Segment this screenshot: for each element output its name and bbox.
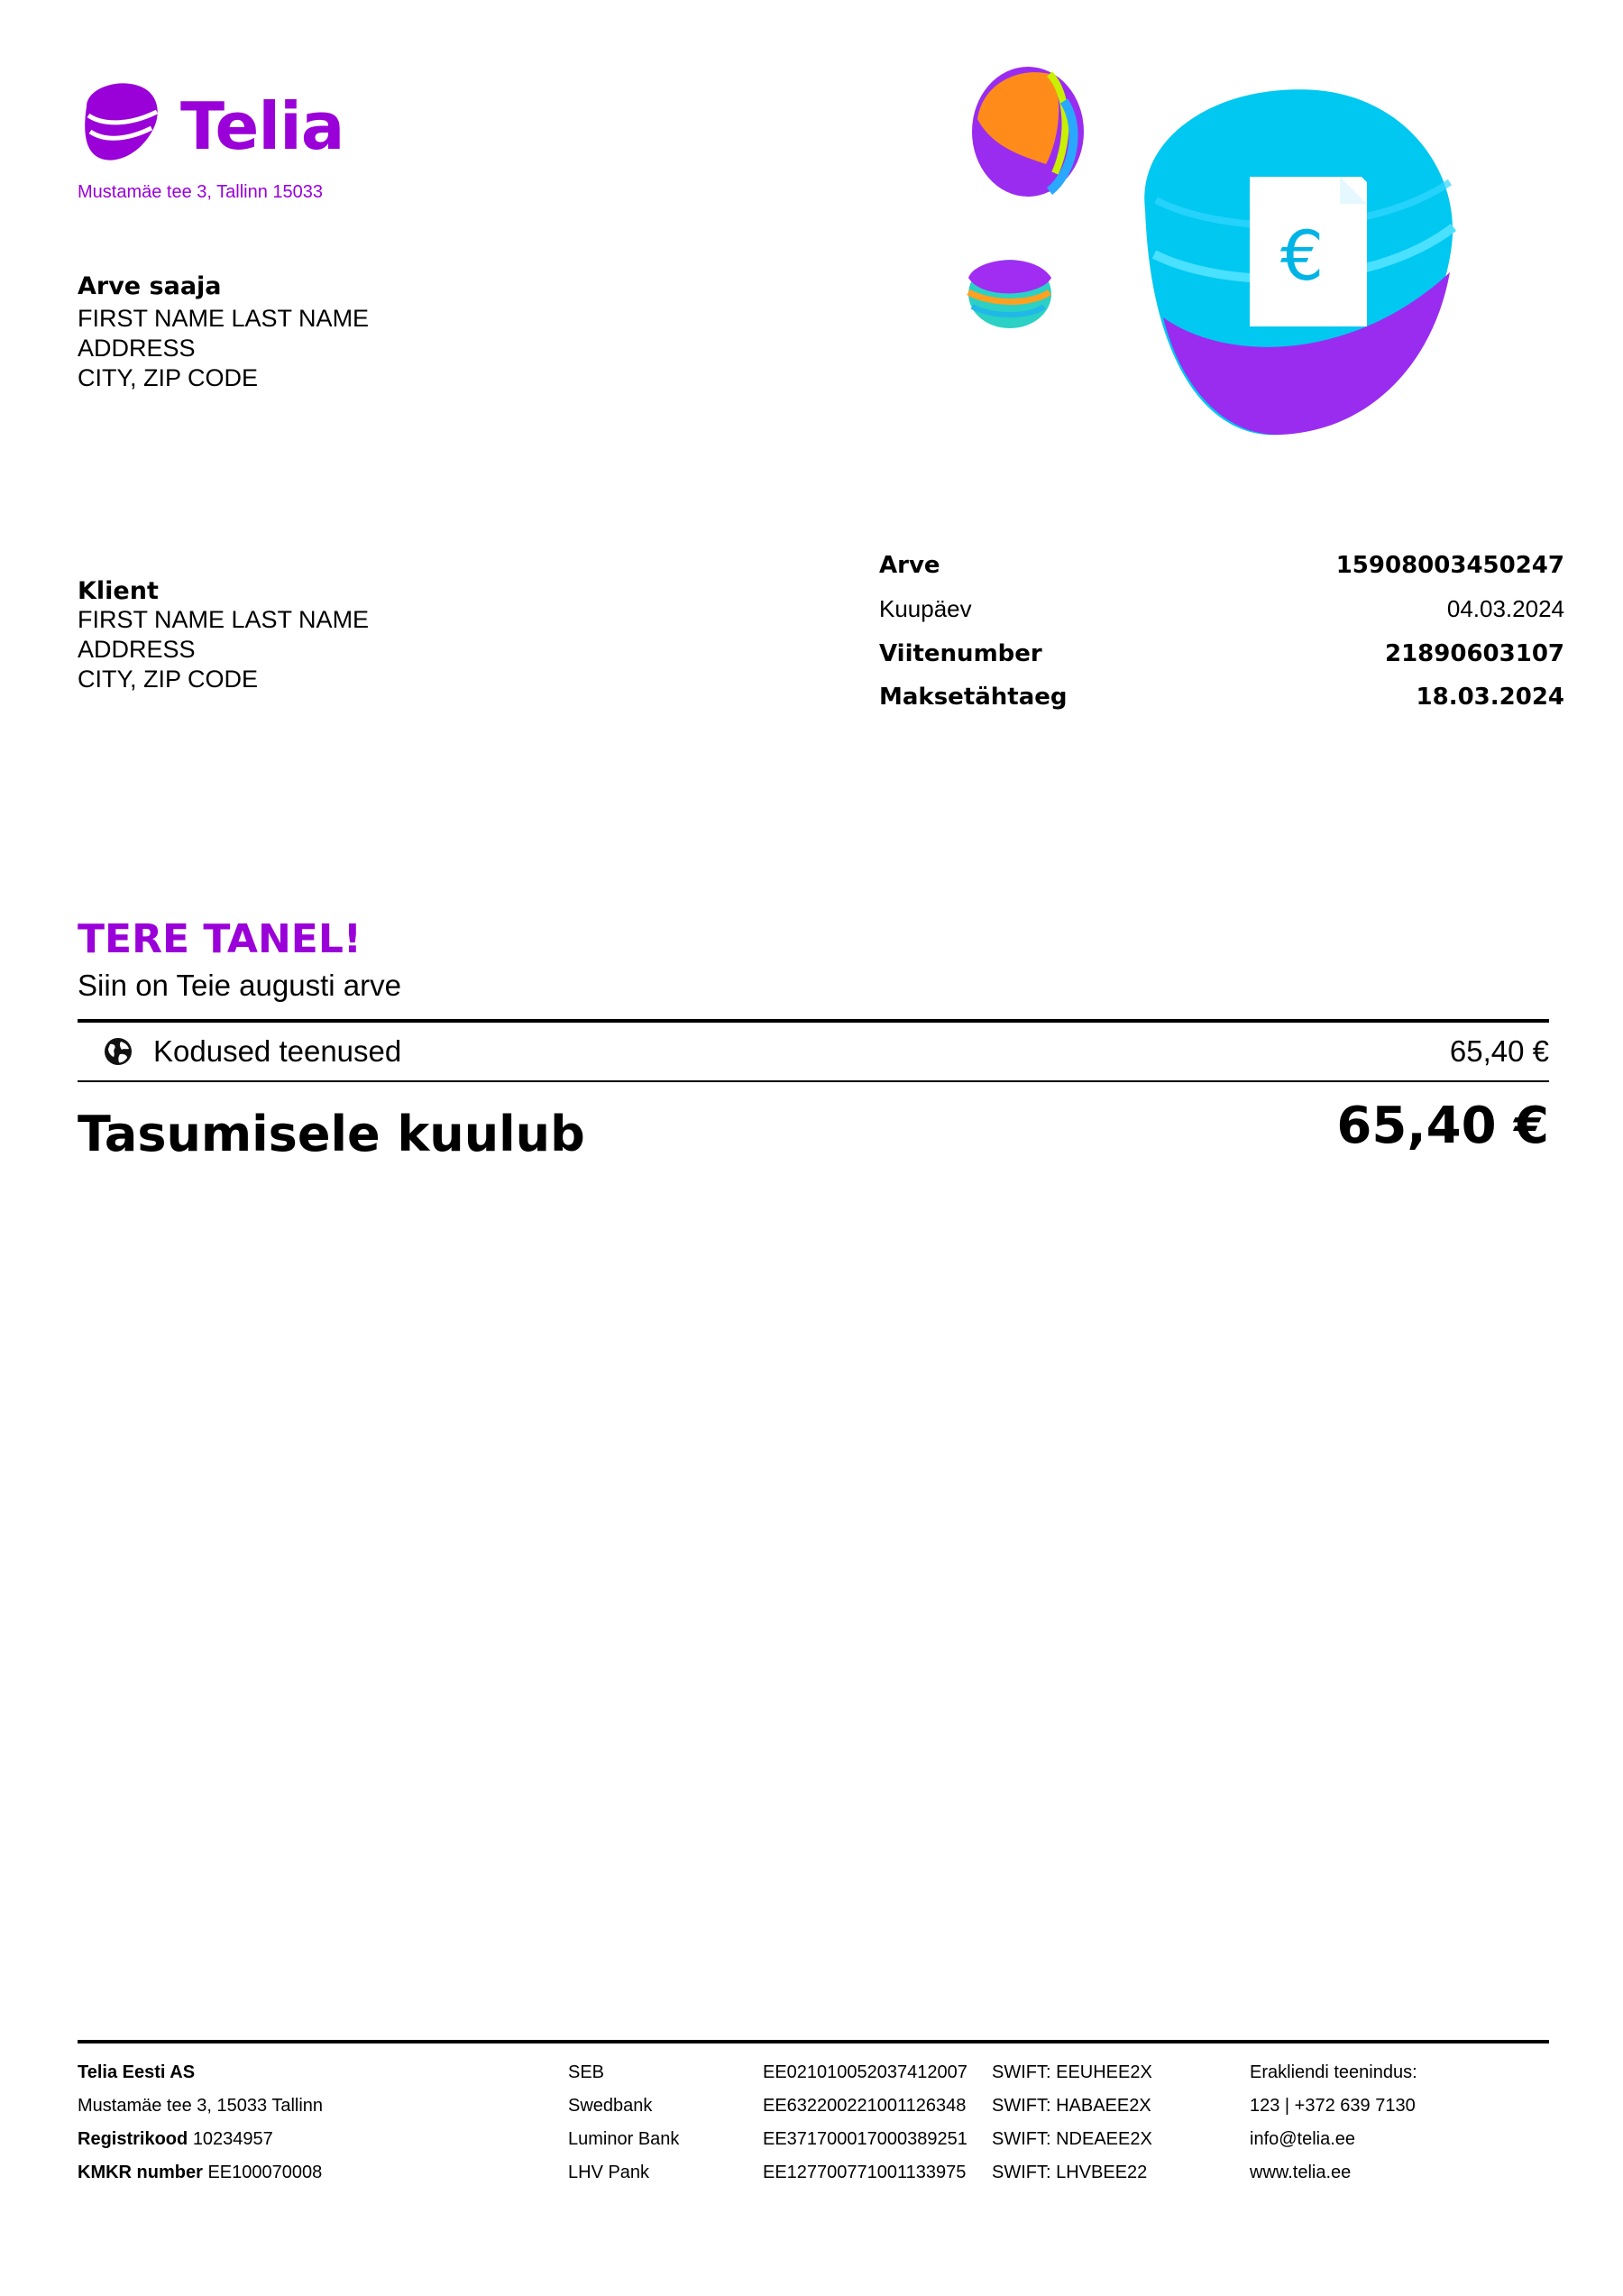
support-label: Erakliendi teenindus: xyxy=(1250,2062,1417,2082)
reference-label: Viitenumber xyxy=(879,640,1042,667)
service-label: Kodused teenused xyxy=(153,1034,402,1068)
bank-name: SEB xyxy=(568,2062,605,2082)
footer-bank-swifts xyxy=(992,2056,1152,2190)
footer-reg-value: 10234957 xyxy=(192,2129,273,2149)
invoice-date-row xyxy=(879,595,1564,640)
footer-company-name: Telia Eesti AS xyxy=(78,2062,196,2082)
bank-iban: EE371700017000389251 xyxy=(763,2129,967,2149)
bank-iban: EE632200221001126348 xyxy=(763,2096,967,2116)
bank-name: Swedbank xyxy=(568,2096,653,2116)
recipient-block xyxy=(78,272,369,393)
recipient-city: CITY, ZIP CODE xyxy=(78,364,259,391)
recipient-address: ADDRESS xyxy=(78,335,196,362)
bank-iban: EE021010052037412007 xyxy=(763,2062,967,2082)
reference-number: 21890603107 xyxy=(1385,640,1564,667)
invoice-meta xyxy=(879,552,1564,727)
due-row xyxy=(879,684,1564,727)
client-block xyxy=(78,577,369,694)
footer-company xyxy=(78,2056,323,2190)
globe-icon xyxy=(103,1036,133,1067)
footer-bank-ibans xyxy=(763,2056,967,2190)
client-name: FIRST NAME LAST NAME xyxy=(78,606,370,633)
client-address: ADDRESS xyxy=(78,636,196,663)
due-label: Maksetähtaeg xyxy=(879,684,1068,711)
client-heading: Klient xyxy=(78,577,159,605)
footer-company-address: Mustamäe tee 3, 15033 Tallinn xyxy=(78,2096,324,2116)
company-address: Mustamäe tee 3, Tallinn 15033 xyxy=(78,182,324,202)
invoice-date-label: Kuupäev xyxy=(879,595,972,622)
footer-vat-value: EE100070008 xyxy=(207,2163,323,2182)
support-phone: 123 | +372 639 7130 xyxy=(1250,2096,1416,2116)
footer-bank-names xyxy=(568,2056,679,2190)
bank-iban: EE127700771001133975 xyxy=(763,2163,967,2182)
bank-name: Luminor Bank xyxy=(568,2129,680,2149)
greeting-subtitle: Siin on Teie augusti arve xyxy=(78,969,401,1002)
invoice-number-row xyxy=(879,552,1564,595)
recipient-name: FIRST NAME LAST NAME xyxy=(78,305,370,332)
service-amount: 65,40 € xyxy=(1449,1034,1549,1068)
greeting: TERE TANEL! xyxy=(78,916,362,962)
service-row xyxy=(78,1023,1549,1080)
support-web-link[interactable]: www.telia.ee xyxy=(1250,2163,1352,2182)
bank-swift: SWIFT: HABAEE2X xyxy=(992,2096,1151,2116)
invoice-number-label: Arve xyxy=(879,552,940,579)
due-date: 18.03.2024 xyxy=(1416,684,1564,711)
total-amount: 65,40 € xyxy=(1336,1097,1549,1155)
invoice-number: 15908003450247 xyxy=(1335,552,1564,579)
footer-divider xyxy=(78,2040,1549,2043)
bank-swift: SWIFT: EEUHEE2X xyxy=(992,2062,1152,2082)
footer-reg-label: Registrikood xyxy=(78,2129,188,2149)
logo-wordmark: Telia xyxy=(180,88,344,164)
footer-support xyxy=(1250,2056,1417,2190)
svg-text:€: € xyxy=(1279,216,1325,296)
bank-swift: SWIFT: LHVBEE22 xyxy=(992,2163,1148,2182)
support-email-link[interactable]: info@telia.ee xyxy=(1250,2129,1356,2149)
total-label: Tasumisele kuulub xyxy=(78,1106,585,1162)
reference-row xyxy=(879,640,1564,684)
client-city: CITY, ZIP CODE xyxy=(78,666,259,693)
divider-bottom xyxy=(78,1080,1549,1082)
bank-name: LHV Pank xyxy=(568,2163,650,2182)
footer-vat-label: KMKR number xyxy=(78,2163,203,2182)
invoice-date: 04.03.2024 xyxy=(1446,595,1564,622)
invoice-illustration-icon xyxy=(956,65,1479,444)
recipient-heading: Arve saaja xyxy=(78,272,222,300)
bank-swift: SWIFT: NDEAEE2X xyxy=(992,2129,1152,2149)
